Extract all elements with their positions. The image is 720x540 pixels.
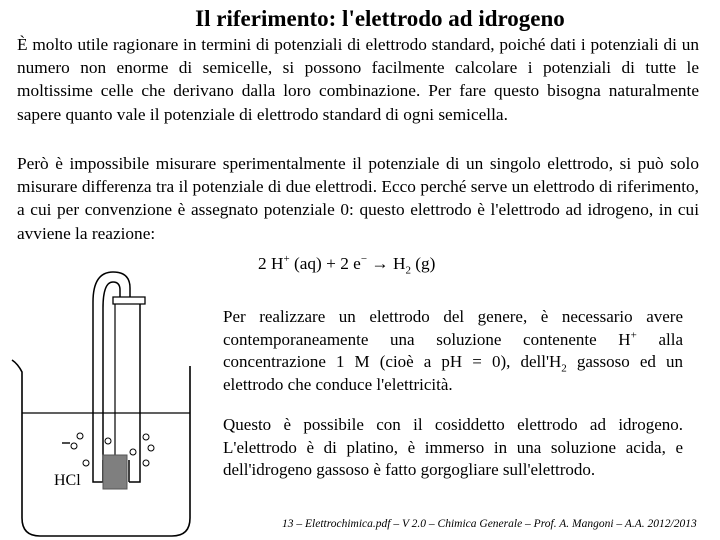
inlet-collar (113, 297, 145, 304)
setup-text-part3: gassoso ed un elettrodo che conduce l'elettricità. (223, 352, 683, 394)
setup-h2-subscript: 2 (561, 362, 567, 375)
reaction-h-charge: + (283, 253, 290, 266)
reaction-rhs-state: (g) (410, 254, 436, 273)
bubble (71, 443, 77, 449)
reference-paragraph: Però è impossibile misurare sperimentalmente il potenziale di un singolo elettrodo, si può solo misurare differenza tra il potenziale di due elettrodi. Ecco perché serve un elettrodo di riferimento, a cui per convenzione è assegnato potenziale 0: questo elettrodo è l'elettrodo ad idrogeno, in cui avviene la reazione: (17, 154, 699, 243)
setup-text-part1: Per realizzare un elettrodo del genere, è necessario avere contemporaneamente una soluzione contenente H (223, 307, 683, 349)
reaction-equation (258, 252, 435, 275)
reaction-electron-charge: − (360, 253, 368, 266)
reaction-h2-subscript: 2 (405, 264, 411, 277)
reaction-lhs-coef: 2 H (258, 254, 284, 273)
setup-paragraph (223, 306, 683, 396)
bubble (77, 433, 83, 439)
reaction-lhs-state: (aq) + 2 e (289, 254, 361, 273)
intro-paragraph: È molto utile ragionare in termini di potenziali di elettrodo standard, poiché dati i potenziali di un numero non enorme di semicelle, si possono facilmente calcolare i potenziali di tutte le moltissime celle che derivano dalla loro combinazione. Per fare questo bisogna naturalmente sapere quanto vale il potenziale di elettrodo standard di ogni semicella. (17, 35, 699, 124)
bubble (143, 460, 149, 466)
bubble (105, 438, 111, 444)
beaker-outline (12, 360, 190, 536)
bubble (83, 460, 89, 466)
reaction-arrow: → H (367, 254, 406, 273)
setup-text-part2: alla concentrazione 1 M (cioè a pH = 0), dell'H (223, 329, 683, 372)
setup-h-plus: + (630, 328, 637, 341)
bubble (148, 445, 154, 451)
hydrogen-electrode-diagram (0, 260, 210, 540)
footer: 13 – Elettrochimica.pdf – V 2.0 – Chimica Generale – Prof. A. Mangoni – A.A. 2012/2013 (282, 518, 697, 530)
hcl-label: HCl (54, 472, 81, 489)
bubble (143, 434, 149, 440)
bubble (130, 449, 136, 455)
platinum-electrode (103, 455, 127, 489)
slide-title: Il riferimento: l'elettrodo ad idrogeno (195, 6, 565, 31)
electrode-paragraph: Questo è possibile con il cosiddetto elettrodo ad idrogeno. L'elettrodo è di platino, è immerso in una soluzione acida, e dell'idrogeno gassoso è fatto gorgogliare sull'elettrodo. (223, 415, 683, 480)
